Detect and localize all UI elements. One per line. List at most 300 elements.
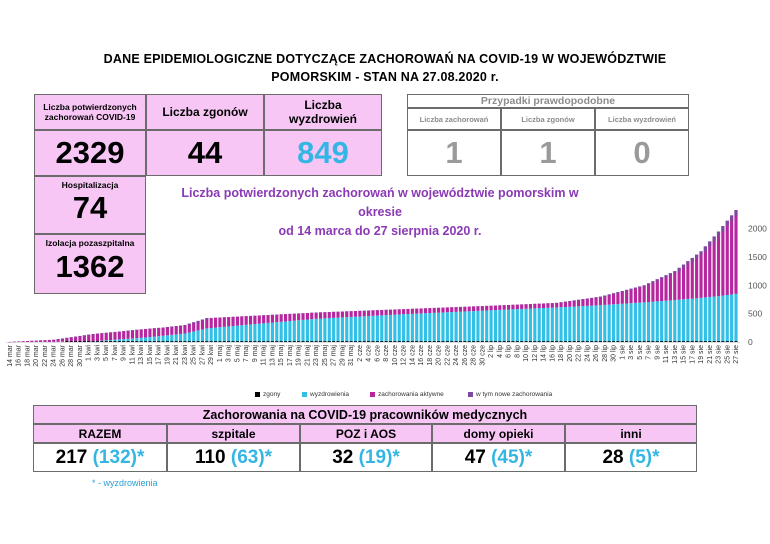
- recovered-label-cell: [264, 94, 382, 130]
- bar-recovered: [319, 319, 322, 342]
- bar-recovered: [345, 317, 348, 342]
- bar-new: [638, 286, 641, 287]
- bar-active: [625, 290, 628, 304]
- bar-active: [385, 310, 388, 315]
- bar-deaths: [559, 341, 562, 342]
- bar-recovered: [192, 331, 195, 342]
- confirmed-label: Liczba potwierdzonych zachorowań COVID-19: [43, 102, 137, 122]
- bar-deaths: [406, 341, 409, 342]
- bar-deaths: [494, 341, 497, 342]
- bar-active: [398, 309, 401, 314]
- bar-new: [564, 302, 567, 303]
- bar-recovered: [699, 298, 702, 342]
- xtick-label-81: 23 sie: [715, 345, 723, 364]
- bar-deaths: [551, 341, 554, 342]
- legend-label-new: w tym nowe zachorowania: [476, 391, 553, 398]
- bar-recovered: [455, 312, 458, 342]
- bar-recovered: [424, 313, 427, 342]
- bar-deaths: [503, 341, 506, 342]
- bar-deaths: [122, 341, 125, 342]
- bar-recovered: [328, 318, 331, 342]
- ytick-label-3: 1500: [748, 252, 767, 262]
- bar-recovered: [678, 300, 681, 342]
- xtick-label-14: 11 kwi: [129, 345, 137, 365]
- bar-deaths: [341, 341, 344, 342]
- xtick-label-27: 7 maj: [243, 345, 251, 363]
- bar-recovered: [682, 299, 685, 342]
- bar-recovered: [529, 309, 532, 342]
- confirmed-value-cell: [34, 130, 146, 176]
- bar-deaths: [253, 341, 256, 342]
- bar-deaths: [127, 341, 130, 342]
- bar-new: [730, 215, 733, 220]
- bar-active: [713, 236, 716, 296]
- xtick-label-71: 3 sie: [628, 345, 636, 360]
- medical-col-label-0: RAZEM: [33, 424, 167, 443]
- bar-deaths: [266, 341, 269, 342]
- bar-active: [153, 328, 156, 336]
- bar-deaths: [315, 341, 318, 342]
- bar-active: [367, 310, 370, 316]
- bar-active: [253, 316, 256, 324]
- bar-deaths: [148, 341, 151, 342]
- bar-recovered: [568, 307, 571, 342]
- bar-active: [616, 292, 619, 304]
- bar-deaths: [415, 341, 418, 342]
- bar-deaths: [87, 341, 90, 342]
- bar-active: [223, 317, 226, 327]
- bar-deaths: [65, 341, 68, 342]
- bar-recovered: [494, 310, 497, 342]
- bar-new: [704, 246, 707, 251]
- bar-deaths: [393, 341, 396, 342]
- bar-recovered: [538, 308, 541, 342]
- bar-deaths: [284, 341, 287, 342]
- bar-active: [406, 309, 409, 314]
- bar-deaths: [638, 341, 641, 342]
- bar-new: [713, 236, 716, 241]
- xtick-label-52: 26 cze: [461, 345, 469, 366]
- bar-deaths: [673, 341, 676, 342]
- bar-deaths: [306, 341, 309, 342]
- bar-active: [78, 336, 81, 342]
- medical-recovered-4: (5)*: [628, 446, 660, 468]
- bar-deaths: [717, 341, 720, 342]
- bar-deaths: [131, 341, 134, 342]
- xtick-label-24: 1 maj: [216, 345, 224, 363]
- bar-deaths: [201, 341, 204, 342]
- deaths-value: 44: [187, 135, 223, 170]
- bar-deaths: [310, 341, 313, 342]
- bar-new: [734, 210, 737, 215]
- bar-recovered: [638, 303, 641, 342]
- bar-active: [345, 311, 348, 317]
- bar-recovered: [708, 297, 711, 342]
- bar-active: [498, 305, 501, 310]
- bar-new: [188, 324, 191, 325]
- bar-new: [699, 251, 702, 254]
- bar-deaths: [398, 341, 401, 342]
- bar-recovered: [555, 307, 558, 342]
- bar-active: [140, 329, 143, 337]
- probable-recovered-label: Liczba wyzdrowień: [608, 114, 676, 124]
- bar-recovered: [393, 315, 396, 342]
- probable-deaths-label: Liczba zgonów: [521, 114, 575, 124]
- bar-deaths: [223, 341, 226, 342]
- bar-deaths: [485, 341, 488, 342]
- bar-active: [577, 300, 580, 307]
- xtick-label-47: 16 cze: [418, 345, 426, 366]
- bar-deaths: [664, 341, 667, 342]
- xtick-label-22: 27 kwi: [199, 345, 207, 365]
- bar-active: [708, 241, 711, 297]
- xtick-label-56: 4 lip: [496, 344, 504, 358]
- bar-deaths: [275, 341, 278, 342]
- bar-recovered: [734, 294, 737, 342]
- bar-recovered: [651, 302, 654, 342]
- bar-new: [673, 271, 676, 273]
- bar-new: [586, 299, 589, 300]
- bar-deaths: [420, 341, 423, 342]
- bar-deaths: [411, 341, 414, 342]
- legend-label-active: zachorowania aktywne: [378, 391, 444, 398]
- xtick-label-51: 24 cze: [453, 345, 461, 366]
- xtick-label-30: 13 maj: [269, 345, 277, 367]
- bar-active: [310, 313, 313, 319]
- bar-deaths: [210, 341, 213, 342]
- xtick-label-21: 25 kwi: [190, 345, 198, 365]
- bar-recovered: [315, 319, 318, 342]
- ytick-label-2: 1000: [748, 280, 767, 291]
- bar-recovered: [376, 316, 379, 342]
- bar-active: [144, 329, 147, 338]
- bar-new: [170, 327, 173, 328]
- xtick-label-42: 6 cze: [374, 345, 382, 362]
- probable-recovered-value-cell: [595, 130, 689, 176]
- xtick-label-17: 17 kwi: [155, 345, 163, 365]
- medical-title: Zachorowania na COVID-19 pracowników medycznych: [202, 407, 528, 422]
- bar-deaths: [573, 341, 576, 342]
- bar-recovered: [625, 303, 628, 342]
- bar-active: [350, 311, 353, 317]
- bar-deaths: [371, 341, 374, 342]
- bar-recovered: [603, 305, 606, 342]
- bar-active: [433, 308, 436, 313]
- bar-recovered: [323, 318, 326, 342]
- bar-new: [196, 321, 199, 322]
- bar-active: [730, 215, 733, 294]
- bar-deaths: [140, 341, 143, 342]
- xtick-label-49: 20 cze: [435, 345, 443, 366]
- bar-deaths: [651, 341, 654, 342]
- bar-deaths: [424, 341, 427, 342]
- bar-active: [52, 340, 55, 342]
- bar-recovered: [275, 322, 278, 342]
- bar-recovered: [669, 300, 672, 342]
- bar-deaths: [83, 341, 86, 342]
- medical-table: [33, 424, 697, 472]
- bar-new: [643, 285, 646, 286]
- bar-active: [402, 309, 405, 314]
- bar-recovered: [157, 336, 160, 342]
- bar-deaths: [153, 341, 156, 342]
- bar-recovered: [459, 312, 462, 342]
- bar-recovered: [293, 321, 296, 342]
- bar-active: [354, 311, 357, 317]
- legend-swatch-active: [370, 392, 375, 397]
- bar-recovered: [616, 304, 619, 342]
- xtick-label-5: 24 mar: [50, 345, 58, 367]
- bar-recovered: [188, 332, 191, 342]
- xtick-label-7: 28 mar: [68, 345, 76, 367]
- bar-active: [704, 246, 707, 297]
- bar-recovered: [253, 324, 256, 342]
- bar-deaths: [533, 341, 536, 342]
- xtick-label-23: 29 kwi: [208, 345, 216, 365]
- bar-active: [503, 305, 506, 310]
- bar-new: [573, 300, 576, 301]
- bar-active: [87, 335, 90, 342]
- bar-deaths: [236, 341, 239, 342]
- bar-new: [634, 288, 637, 289]
- bar-active: [315, 313, 318, 319]
- bar-deaths: [301, 341, 304, 342]
- bar-new: [612, 293, 615, 294]
- bar-active: [603, 296, 606, 305]
- bar-active: [245, 316, 248, 325]
- bar-recovered: [196, 330, 199, 342]
- legend-item-deaths: [255, 391, 280, 398]
- xtick-label-34: 21 maj: [304, 345, 312, 367]
- xtick-label-73: 7 sie: [645, 345, 653, 360]
- bar-active: [621, 291, 624, 304]
- bar-recovered: [577, 306, 580, 342]
- bar-active: [734, 210, 737, 294]
- medical-recovered-0: (132)*: [92, 446, 145, 468]
- bar-deaths: [258, 341, 261, 342]
- bar-recovered: [210, 328, 213, 342]
- bar-active: [542, 303, 545, 308]
- bar-deaths: [459, 341, 462, 342]
- bar-active: [118, 332, 121, 340]
- bar-recovered: [507, 310, 510, 342]
- xtick-label-1: 16 mar: [15, 345, 23, 367]
- bar-recovered: [717, 296, 720, 342]
- xtick-label-8: 30 mar: [76, 345, 84, 367]
- bar-active: [459, 307, 462, 312]
- bar-active: [559, 302, 562, 307]
- bar-new: [721, 226, 724, 231]
- bar-active: [249, 316, 252, 325]
- bar-active: [271, 315, 274, 323]
- bar-active: [682, 265, 685, 300]
- bar-deaths: [695, 341, 698, 342]
- bar-active: [83, 335, 86, 341]
- bar-recovered: [524, 309, 527, 342]
- bar-active: [74, 337, 77, 342]
- bar-recovered: [231, 326, 234, 342]
- xtick-label-36: 25 maj: [321, 345, 329, 367]
- xtick-label-55: 2 lip: [488, 345, 496, 358]
- bar-active: [319, 312, 322, 318]
- bar-deaths: [288, 341, 291, 342]
- bar-recovered: [371, 316, 374, 342]
- hosp-value: 74: [72, 190, 108, 225]
- bar-recovered: [201, 329, 204, 342]
- bar-recovered: [599, 305, 602, 342]
- bar-deaths: [441, 341, 444, 342]
- bar-deaths: [358, 341, 361, 342]
- bar-new: [695, 255, 698, 258]
- bar-recovered: [476, 311, 479, 342]
- bar-active: [656, 279, 659, 301]
- bar-deaths: [109, 341, 112, 342]
- bar-active: [266, 315, 269, 323]
- xtick-label-64: 20 lip: [566, 345, 574, 362]
- bar-recovered: [214, 328, 217, 342]
- bar-deaths: [179, 341, 182, 342]
- bar-active: [450, 307, 453, 312]
- bar-deaths: [691, 341, 694, 342]
- bar-deaths: [577, 341, 580, 342]
- bar-recovered: [485, 310, 488, 342]
- bar-new: [57, 339, 60, 340]
- bar-active: [175, 326, 178, 334]
- bar-deaths: [612, 341, 615, 342]
- bar-new: [621, 291, 624, 292]
- bar-deaths: [529, 341, 532, 342]
- bar-deaths: [507, 341, 510, 342]
- bar-deaths: [643, 341, 646, 342]
- confirmed-label-cell: [34, 94, 146, 130]
- bar-deaths: [730, 341, 733, 342]
- bar-recovered: [516, 309, 519, 342]
- bar-recovered: [511, 309, 514, 342]
- bar-active: [612, 293, 615, 304]
- xtick-label-80: 21 sie: [706, 345, 714, 364]
- bar-active: [673, 271, 676, 300]
- bar-active: [179, 326, 182, 334]
- deaths-label: Liczba zgonów: [162, 105, 248, 119]
- bar-active: [424, 308, 427, 313]
- bar-deaths: [262, 341, 265, 342]
- bar-deaths: [157, 341, 160, 342]
- bar-active: [428, 308, 431, 313]
- bar-deaths: [678, 341, 681, 342]
- bar-deaths: [183, 341, 186, 342]
- isolation-value: 1362: [55, 249, 125, 284]
- bar-new: [92, 334, 95, 335]
- xtick-label-37: 27 maj: [330, 345, 338, 367]
- bar-deaths: [721, 341, 724, 342]
- bar-active: [210, 318, 213, 328]
- bar-active: [262, 315, 265, 323]
- bar-recovered: [354, 317, 357, 342]
- bar-active: [135, 330, 138, 338]
- bar-deaths: [249, 341, 252, 342]
- medical-col-value-2: [300, 443, 432, 472]
- xtick-label-29: 11 maj: [260, 345, 268, 366]
- bar-recovered: [358, 317, 361, 343]
- bar-deaths: [175, 341, 178, 342]
- bar-deaths: [96, 341, 99, 342]
- bar-deaths: [490, 341, 493, 342]
- bar-recovered: [664, 301, 667, 342]
- bar-active: [546, 303, 549, 308]
- bar-recovered: [629, 303, 632, 342]
- bar-active: [39, 340, 42, 342]
- bar-active: [323, 312, 326, 318]
- medical-recovered-2: (19)*: [358, 446, 400, 468]
- bar-deaths: [227, 341, 230, 342]
- xtick-label-83: 27 sie: [733, 345, 740, 364]
- bar-new: [647, 283, 650, 285]
- recovered-value: 849: [297, 135, 349, 170]
- bar-active: [192, 322, 195, 331]
- bar-deaths: [70, 341, 73, 342]
- xtick-label-63: 18 lip: [558, 345, 566, 362]
- bar-recovered: [441, 312, 444, 342]
- bar-deaths: [446, 341, 449, 342]
- xtick-label-79: 19 sie: [698, 345, 706, 364]
- bar-recovered: [341, 317, 344, 342]
- bar-deaths: [428, 341, 431, 342]
- bar-deaths: [481, 341, 484, 342]
- xtick-label-11: 5 kwi: [103, 345, 111, 361]
- bar-active: [131, 330, 134, 338]
- bar-new: [625, 290, 628, 291]
- bar-new: [581, 299, 584, 300]
- bar-new: [83, 335, 86, 336]
- bar-active: [113, 332, 116, 340]
- bar-deaths: [100, 341, 103, 342]
- xtick-label-13: 9 kwi: [120, 345, 128, 361]
- bar-active: [590, 298, 593, 306]
- bar-recovered: [463, 311, 466, 342]
- bar-active: [669, 273, 672, 300]
- bar-recovered: [586, 306, 589, 342]
- bar-active: [638, 286, 641, 302]
- bar-active: [520, 304, 523, 309]
- bar-new: [179, 326, 182, 327]
- bar-deaths: [350, 341, 353, 342]
- bar-recovered: [594, 305, 597, 342]
- bar-deaths: [581, 341, 584, 342]
- bar-deaths: [594, 341, 597, 342]
- bar-deaths: [319, 341, 322, 342]
- medical-col-value-4: [565, 443, 697, 472]
- bar-active: [393, 309, 396, 314]
- title-line-1: DANE EPIDEMIOLOGICZNE DOTYCZĄCE ZACHOROWAŃ NA COVID-19 W WOJEWÓDZTWIE: [103, 52, 667, 66]
- medical-col-value-3: [432, 443, 565, 472]
- xtick-label-31: 15 maj: [278, 345, 286, 367]
- xtick-label-74: 9 sie: [654, 345, 662, 360]
- bar-deaths: [92, 341, 95, 342]
- bar-active: [275, 315, 278, 323]
- bar-active: [726, 221, 729, 295]
- xtick-label-0: 14 mar: [7, 345, 14, 367]
- bar-recovered: [647, 302, 650, 342]
- bar-recovered: [581, 306, 584, 342]
- bar-deaths: [463, 341, 466, 342]
- bar-new: [708, 241, 711, 246]
- bar-active: [664, 275, 667, 301]
- bar-deaths: [144, 341, 147, 342]
- bar-recovered: [612, 304, 615, 342]
- bar-deaths: [196, 341, 199, 342]
- xtick-label-2: 18 mar: [24, 345, 32, 367]
- bar-recovered: [551, 308, 554, 342]
